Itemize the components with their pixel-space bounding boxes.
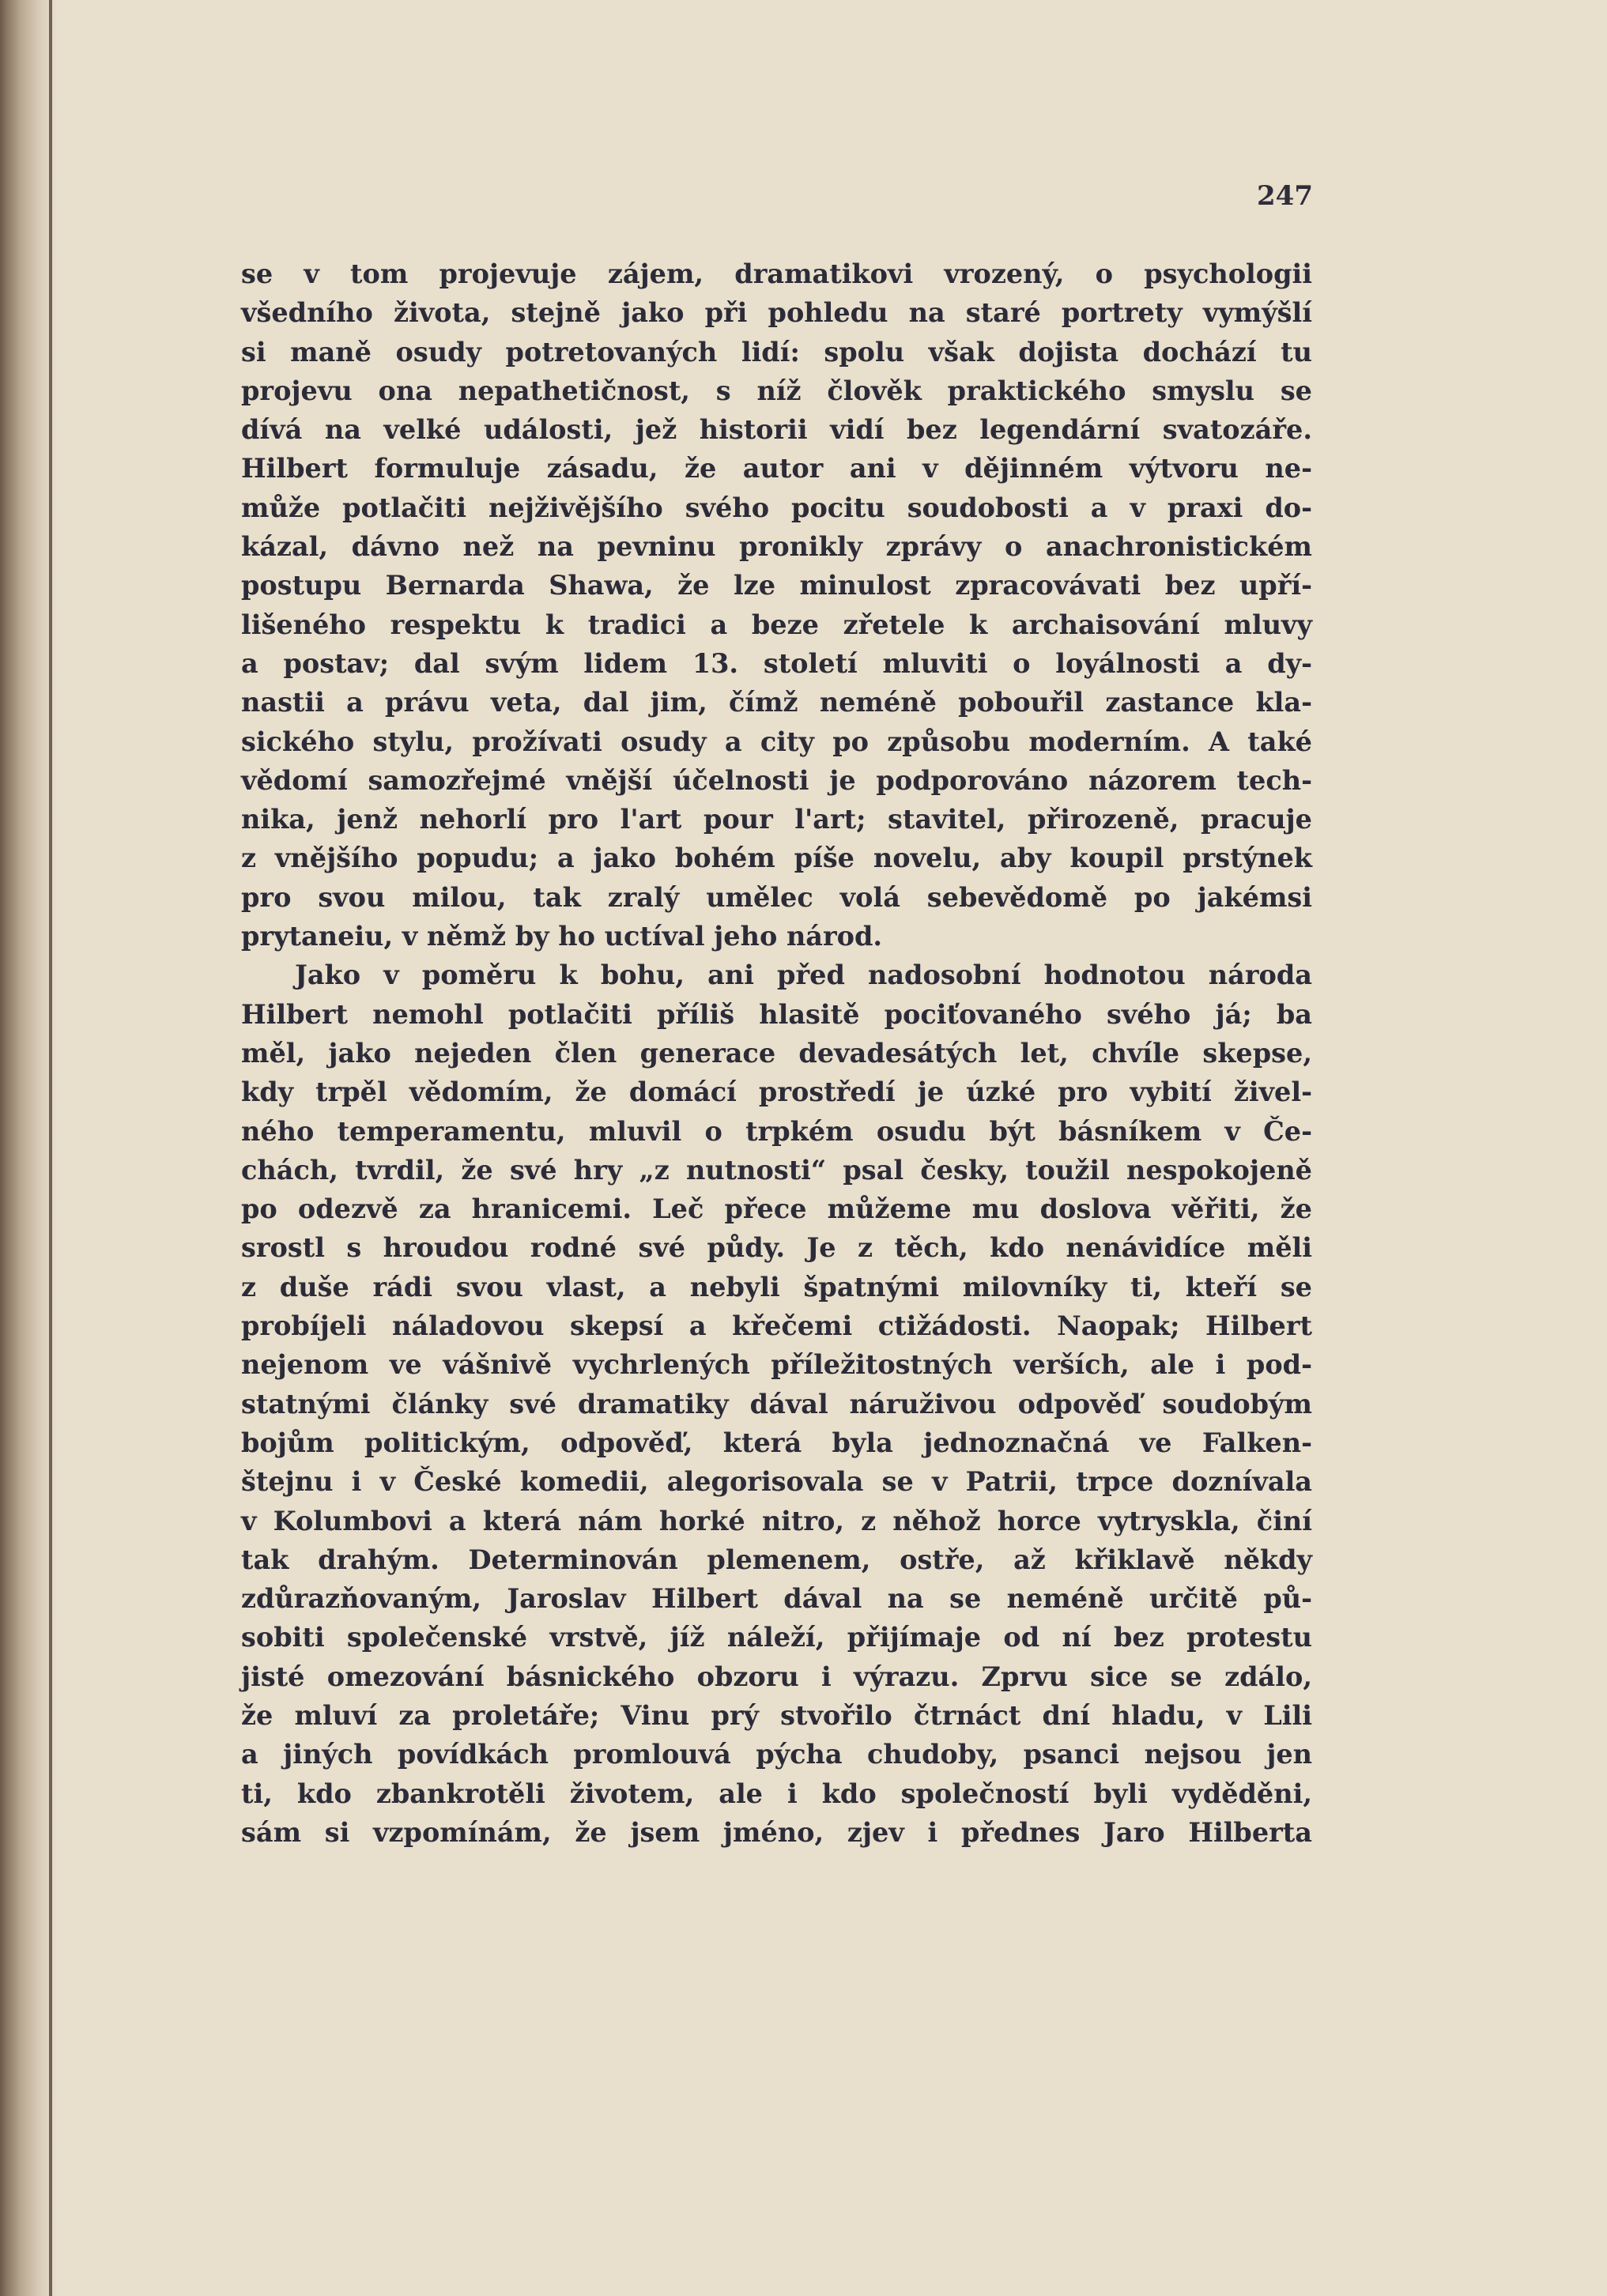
text-line: nika, jenž nehorlí pro l'art pour l'art; stavitel, přirozeně, pracuje — [241, 804, 1312, 835]
text-line: srostl s hroudou rodné své půdy. Je z těch, kdo nenávidíce měli — [241, 1232, 1312, 1264]
text-line: tak drahým. Determinován plemenem, ostře, až křiklavě někdy — [241, 1544, 1312, 1575]
text-line: chách, tvrdil, že své hry „z nutnosti“ psal česky, toužil nespokojeně — [241, 1154, 1312, 1186]
text-line: kdy trpěl vědomím, že domácí prostředí je úzké pro vybití živel- — [241, 1076, 1312, 1108]
text-line: měl, jako nejeden člen generace devadesátých let, chvíle skepse, — [241, 1037, 1312, 1069]
text-line: sického stylu, prožívati osudy a city po způsobu moderním. A také — [241, 726, 1312, 757]
text-line: nejenom ve vášnivě vychrlených příležitostných verších, ale i pod- — [241, 1349, 1312, 1381]
text-line: pro svou milou, tak zralý umělec volá sebevědomě po jakémsi — [241, 881, 1312, 913]
text-line: kázal, dávno než na pevninu pronikly zprávy o anachronistickém — [241, 531, 1312, 563]
text-line: štejnu i v České komedii, alegorisovala se v Patrii, trpce doznívala — [241, 1466, 1312, 1498]
text-line: dívá na velké události, jež historii vidí bez legendární svatozáře. — [241, 414, 1312, 446]
text-line: Hilbert formuluje zásadu, že autor ani v dějinném výtvoru ne- — [241, 453, 1312, 484]
text-line: a postav; dal svým lidem 13. století mluviti o loyálnosti a dy- — [241, 647, 1312, 679]
text-line: nastii a právu veta, dal jim, čímž neméně pobouřil zastance kla- — [241, 687, 1312, 718]
text-line: všedního života, stejně jako při pohledu na staré portrety vymýšlí — [241, 297, 1312, 329]
text-line: lišeného respektu k tradici a beze zřetele k archaisování mluvy — [241, 609, 1312, 640]
text-line: sobiti společenské vrstvě, jíž náleží, přijímaje od ní bez protestu — [241, 1622, 1312, 1653]
text-line: Jako v poměru k bohu, ani před nadosobní hodnotou národa — [295, 959, 1312, 991]
text-line: bojům politickým, odpověď, která byla jednoznačná ve Falken- — [241, 1427, 1312, 1458]
text-line: se v tom projevuje zájem, dramatikovi vrozený, o psychologii — [241, 258, 1312, 289]
text-line: a jiných povídkách promlouvá pýcha chudoby, psanci nejsou jen — [241, 1739, 1312, 1770]
text-line: ti, kdo zbankrotěli životem, ale i kdo společností byli vyděděni, — [241, 1778, 1312, 1809]
text-line: postupu Bernarda Shawa, že lze minulost zpracovávati bez upří- — [241, 570, 1312, 601]
text-line: si maně osudy potretovaných lidí: spolu však dojista dochází tu — [241, 336, 1312, 368]
text-line: sám si vzpomínám, že jsem jméno, zjev i přednes Jaro Hilberta — [241, 1816, 1312, 1848]
text-line: zdůrazňovaným, Jaroslav Hilbert dával na se neméně určitě pů- — [241, 1583, 1312, 1615]
text-line: že mluví za proletáře; Vinu prý stvořilo čtrnáct dní hladu, v Lili — [241, 1699, 1312, 1731]
paragraph-1 — [241, 254, 1312, 956]
page-number: 247 — [1257, 180, 1313, 212]
text-line: ného temperamentu, mluvil o trpkém osudu být básníkem v Če- — [241, 1115, 1312, 1147]
text-line: z duše rádi svou vlast, a nebyli špatnými milovníky ti, kteří se — [241, 1271, 1312, 1303]
text-line: jisté omezování básnického obzoru i výrazu. Zprvu sice se zdálo, — [241, 1661, 1312, 1692]
text-line: statnými články své dramatiky dával náruživou odpověď soudobým — [241, 1388, 1312, 1419]
text-line: v Kolumbovi a která nám horké nitro, z něhož horce vytryskla, činí — [241, 1505, 1312, 1536]
paragraph-2 — [241, 956, 1312, 1852]
text-line: Hilbert nemohl potlačiti příliš hlasitě pociťovaného svého já; ba — [241, 998, 1312, 1030]
text-line: z vnějšího popudu; a jako bohém píše novelu, aby koupil prstýnek — [241, 843, 1312, 874]
text-line: vědomí samozřejmé vnější účelnosti je podporováno názorem tech- — [241, 764, 1312, 796]
text-line: projevu ona nepathetičnost, s níž člověk praktického smyslu se — [241, 375, 1312, 406]
text-line: probíjeli náladovou skepsí a křečemi ctižádosti. Naopak; Hilbert — [241, 1310, 1312, 1342]
binding-edge — [49, 0, 52, 2296]
body-text — [241, 254, 1312, 1852]
text-line: po odezvě za hranicemi. Leč přece můžeme mu doslova věřiti, že — [241, 1193, 1312, 1225]
text-line: prytaneiu, v němž by ho uctíval jeho národ. — [241, 921, 883, 952]
text-line: může potlačiti nejživějšího svého pocitu soudobosti a v praxi do- — [241, 492, 1312, 523]
